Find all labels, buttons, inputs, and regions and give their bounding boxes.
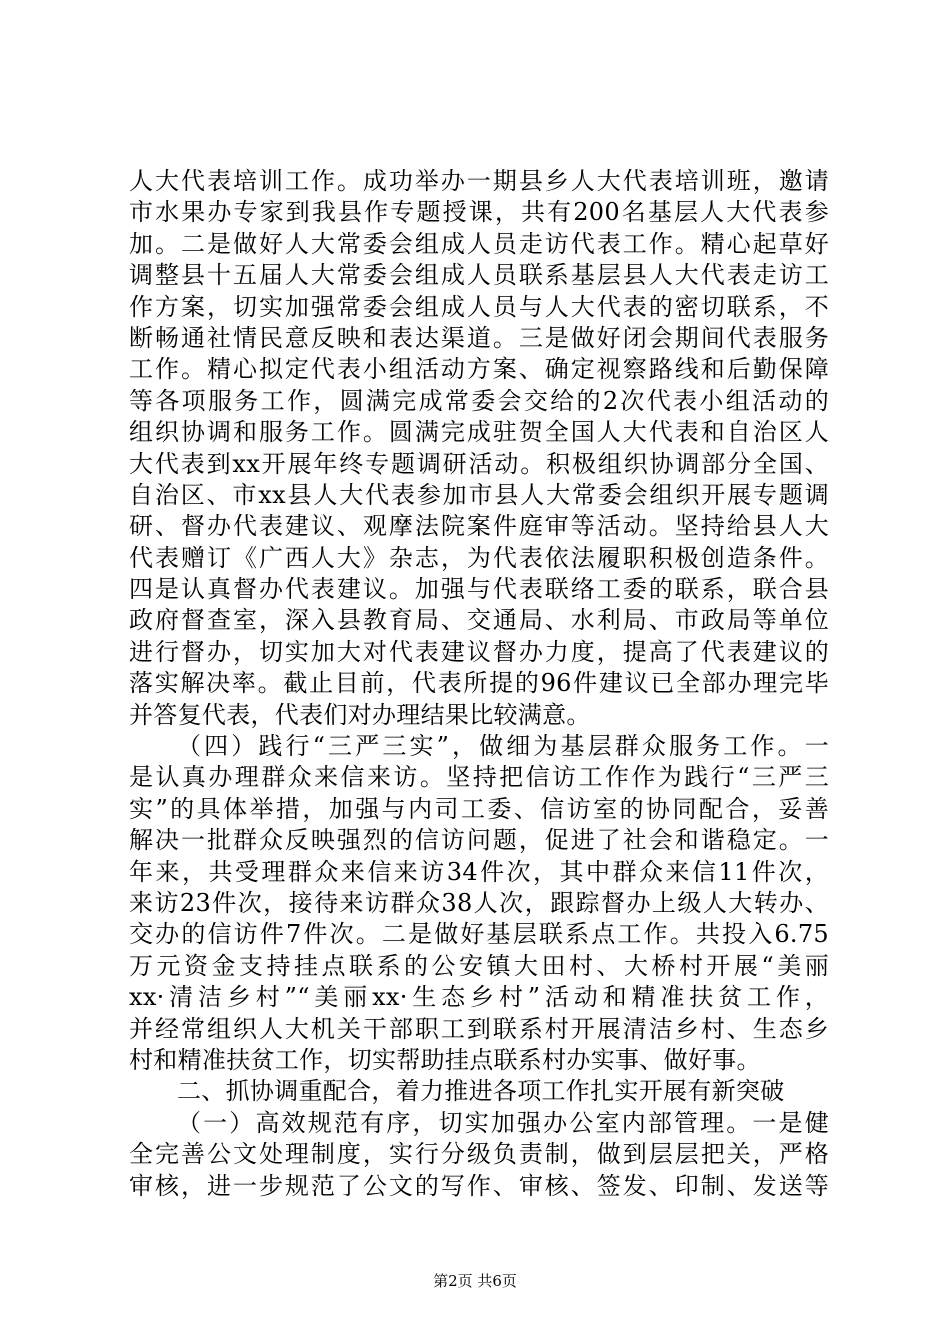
text-line: 年来，共受理群众来信来访34件次，其中群众来信11件次， (129, 857, 829, 886)
document-body (129, 166, 829, 1202)
text-line: 加。二是做好人大常委会组成人员走访代表工作。精心起草好 (129, 229, 829, 258)
text-line: 四是认真督办代表建议。加强与代表联络工委的联系，联合县 (129, 575, 829, 604)
text-line: 调整县十五届人大常委会组成人员联系基层县人大代表走访工 (129, 261, 829, 290)
text-line: 研、督办代表建议、观摩法院案件庭审等活动。坚持给县人大 (129, 512, 829, 541)
text-line: 工作。精心拟定代表小组活动方案、确定视察路线和后勤保障 (129, 355, 829, 384)
section-heading-line: （一）高效规范有序，切实加强办公室内部管理。一是健 (177, 1108, 829, 1137)
text-line: xx·清洁乡村”“美丽xx·生态乡村”活动和精准扶贫工作， (129, 983, 829, 1012)
text-line: 组织协调和服务工作。圆满完成驻贺全国人大代表和自治区人 (129, 418, 829, 447)
text-line: 来访23件次，接待来访群众38人次，跟踪督办上级人大转办、 (129, 888, 829, 917)
text-line: 审核，进一步规范了公文的写作、审核、签发、印制、发送等 (129, 1171, 829, 1200)
text-line: 作方案，切实加强常委会组成人员与人大代表的密切联系，不 (129, 292, 829, 321)
text-line: 实”的具体举措，加强与内司工委、信访室的协同配合，妥善 (129, 794, 829, 823)
text-line: 市水果办专家到我县作专题授课，共有200名基层人大代表参 (129, 198, 829, 227)
text-line: 并经常组织人大机关干部职工到联系村开展清洁乡村、生态乡 (129, 1014, 829, 1043)
text-line: 解决一批群众反映强烈的信访问题，促进了社会和谐稳定。一 (129, 826, 829, 855)
text-line: 万元资金支持挂点联系的公安镇大田村、大桥村开展“美丽 (129, 951, 829, 980)
chapter-heading-line: 二、抓协调重配合，着力推进各项工作扎实开展有新突破 (177, 1077, 785, 1106)
text-line: 政府督查室，深入县教育局、交通局、水利局、市政局等单位 (129, 606, 829, 635)
text-line: 断畅通社情民意反映和表达渠道。三是做好闭会期间代表服务 (129, 323, 829, 352)
text-line: 代表赠订《广西人大》杂志，为代表依法履职积极创造条件。 (129, 543, 829, 572)
text-line: 大代表到xx开展年终专题调研活动。积极组织协调部分全国、 (129, 449, 829, 478)
text-line: 自治区、市xx县人大代表参加市县人大常委会组织开展专题调 (129, 480, 829, 509)
text-line: 是认真办理群众来信来访。坚持把信访工作作为践行“三严三 (129, 763, 829, 792)
page-number-footer: 第2页 共6页 (433, 1272, 517, 1290)
paragraph-end-line: 村和精准扶贫工作，切实帮助挂点联系村办实事、做好事。 (129, 1045, 761, 1074)
paragraph-end-line: 并答复代表，代表们对办理结果比较满意。 (129, 700, 591, 729)
text-line: 人大代表培训工作。成功举办一期县乡人大代表培训班，邀请 (129, 167, 829, 195)
text-line: 进行督办，切实加大对代表建议督办力度，提高了代表建议的 (129, 637, 829, 666)
text-line: 交办的信访件7件次。二是做好基层联系点工作。共投入6.75 (129, 920, 829, 949)
text-line: 等各项服务工作，圆满完成常委会交给的2次代表小组活动的 (129, 386, 829, 415)
section-heading-line: （四）践行“三严三实”，做细为基层群众服务工作。一 (177, 732, 829, 761)
text-line: 落实解决率。截止目前，代表所提的96件建议已全部办理完毕 (129, 669, 829, 698)
text-line: 全完善公文处理制度，实行分级负责制，做到层层把关，严格 (129, 1140, 829, 1169)
